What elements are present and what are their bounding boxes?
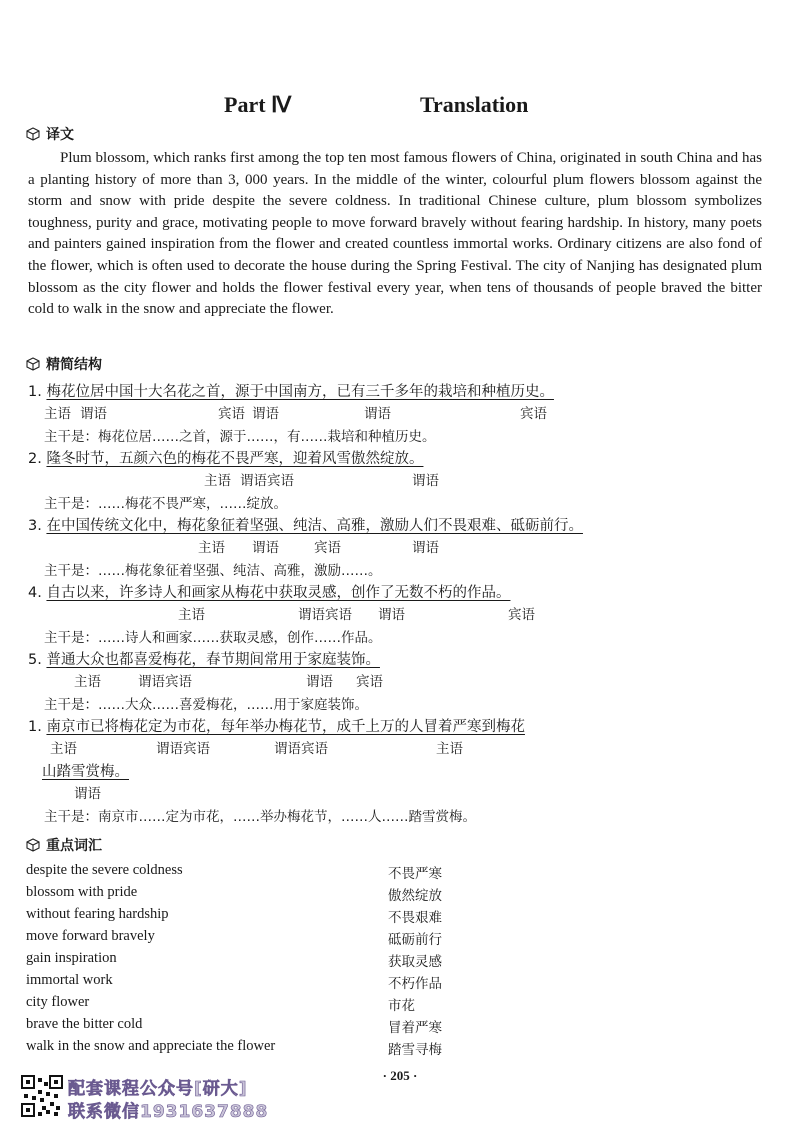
vocab-english: immortal work [26,972,113,988]
vocab-chinese: 砥砺前行 [388,932,442,948]
sentence-number: 4. [28,585,42,601]
core-structure: 主干是：南京市……定为市花，……举办梅花节，……人……踏雪赏梅。 [44,809,476,825]
sentence-number: 1. [28,384,42,400]
vocab-english: move forward bravely [26,928,155,944]
section-heading-vocab [26,835,102,855]
section-label: 译文 [46,127,74,143]
grammar-label: 谓语 [412,540,439,556]
grammar-label: 主语 [50,741,77,757]
sentence-text: 南京市已将梅花定为市花，每年举办梅花节，成千上万的人冒着严寒到梅花 [46,719,525,735]
structure-sentence-5 [28,648,380,669]
vocab-english: gain inspiration [26,950,117,966]
grammar-label: 谓语 [306,674,333,690]
grammar-label: 谓语 [378,607,405,623]
title-part: Part Ⅳ [224,92,292,117]
qr-code-icon [20,1074,64,1118]
grammar-label: 谓语 [80,406,107,422]
grammar-label: 谓语 [74,786,101,802]
sentence-text: 山踏雪赏梅。 [42,764,129,780]
core-structure: 主干是：……梅花不畏严寒，……绽放。 [44,496,287,512]
footer-ad-line-1: 配套课程公众号[研大] [68,1079,248,1099]
grammar-label: 主语 [198,540,225,556]
vocab-english: without fearing hardship [26,906,169,922]
sentence-text: 隆冬时节，五颜六色的梅花不畏严寒，迎着风雪傲然绽放。 [46,451,424,467]
grammar-label: 主语 [204,473,231,489]
grammar-label: 谓语 [364,406,391,422]
grammar-label: 谓语宾语 [156,741,210,757]
core-structure: 主干是：……大众……喜爱梅花，……用于家庭装饰。 [44,697,368,713]
grammar-label: 谓语 [252,406,279,422]
sentence-text: 梅花位居中国十大名花之首，源于中国南方，已有三千多年的栽培和种植历史。 [46,384,554,400]
vocab-chinese: 获取灵感 [388,954,442,970]
grammar-label: 主语 [74,674,101,690]
title-translation: Translation [420,92,529,117]
cube-icon [26,357,40,371]
vocab-english: brave the bitter cold [26,1016,143,1032]
sentence-text: 普通大众也都喜爱梅花，春节期间常用于家庭装饰。 [46,652,380,668]
grammar-label: 谓语宾语 [240,473,294,489]
core-structure: 主干是：梅花位居……之首，源于……，有……栽培和种植历史。 [44,429,436,445]
cube-icon [26,127,40,141]
core-structure: 主干是：……诗人和画家……获取灵感，创作……作品。 [44,630,382,646]
section-heading-structure [26,354,102,374]
grammar-label: 主语 [436,741,463,757]
vocab-english: city flower [26,994,90,1010]
cube-icon [26,838,40,852]
vocab-chinese: 不朽作品 [388,976,442,992]
vocab-english: walk in the snow and appreciate the flower [26,1038,276,1054]
sentence-number: 1. [28,719,42,735]
vocab-chinese: 不畏艰难 [388,910,442,926]
section-label: 精简结构 [46,357,102,373]
page-number: · 205 · [382,1068,418,1083]
vocab-english: blossom with pride [26,884,138,900]
vocab-chinese: 市花 [388,998,415,1014]
sentence-text: 自古以来，许多诗人和画家从梅花中获取灵感，创作了无数不朽的作品。 [46,585,511,601]
grammar-label: 谓语宾语 [138,674,192,690]
vocab-english: despite the severe coldness [26,862,183,878]
sentence-number: 5. [28,652,42,668]
structure-sentence-6-cont [42,760,129,781]
grammar-label: 谓语 [412,473,439,489]
vocab-chinese: 傲然绽放 [388,888,442,904]
translation-paragraph: Plum blossom, which ranks first among the top ten most famous flowers of China, originated in south China and has a planting history of more than 3, 000 years. In the middle of the winter, colourful plum flowers blossom against the storm and snow with pride despite the severe coldness. In traditional Chinese culture, plum blossom symbolizes toughness, purity and grace, motivating people to move forward bravely without fearing hardship. In history, many poets and painters gained inspiration from the flower and created countless immortal works. Ordinary citizens are also fond of the flower, which is often used to decorate the house during the Spring Festival. The city of Nanjing has designated plum blossom as the city flower and holds the flower festival every year, when tens of thousands of people braved the bitter cold to walk in the snow and appreciate the flower. [28,150,762,318]
section-label: 重点词汇 [46,838,102,854]
grammar-label: 宾语 [314,540,341,556]
footer-ad-line-2: 联系微信1931637888 [68,1102,269,1122]
vocab-chinese: 踏雪寻梅 [388,1042,442,1058]
grammar-label: 主语 [44,406,71,422]
grammar-label: 谓语 [252,540,279,556]
grammar-label: 谓语宾语 [274,741,328,757]
structure-sentence-2 [28,447,423,468]
grammar-label: 宾语 [356,674,383,690]
structure-sentence-1 [28,380,554,401]
structure-sentence-4 [28,581,510,602]
vocab-chinese: 冒着严寒 [388,1020,442,1036]
sentence-number: 2. [28,451,42,467]
vocab-chinese: 不畏严寒 [388,866,442,882]
grammar-label: 谓语宾语 [298,607,352,623]
grammar-label: 宾语 [508,607,535,623]
sentence-number: 3. [28,518,42,534]
core-structure: 主干是：……梅花象征着坚强、纯洁、高雅，激励……。 [44,563,382,579]
structure-sentence-3 [28,514,583,535]
grammar-label: 宾语 [218,406,245,422]
section-heading-translation [26,124,74,144]
sentence-text: 在中国传统文化中，梅花象征着坚强、纯洁、高雅，激励人们不畏艰难、砥砺前行。 [46,518,583,534]
structure-sentence-6 [28,715,525,736]
grammar-label: 宾语 [520,406,547,422]
grammar-label: 主语 [178,607,205,623]
